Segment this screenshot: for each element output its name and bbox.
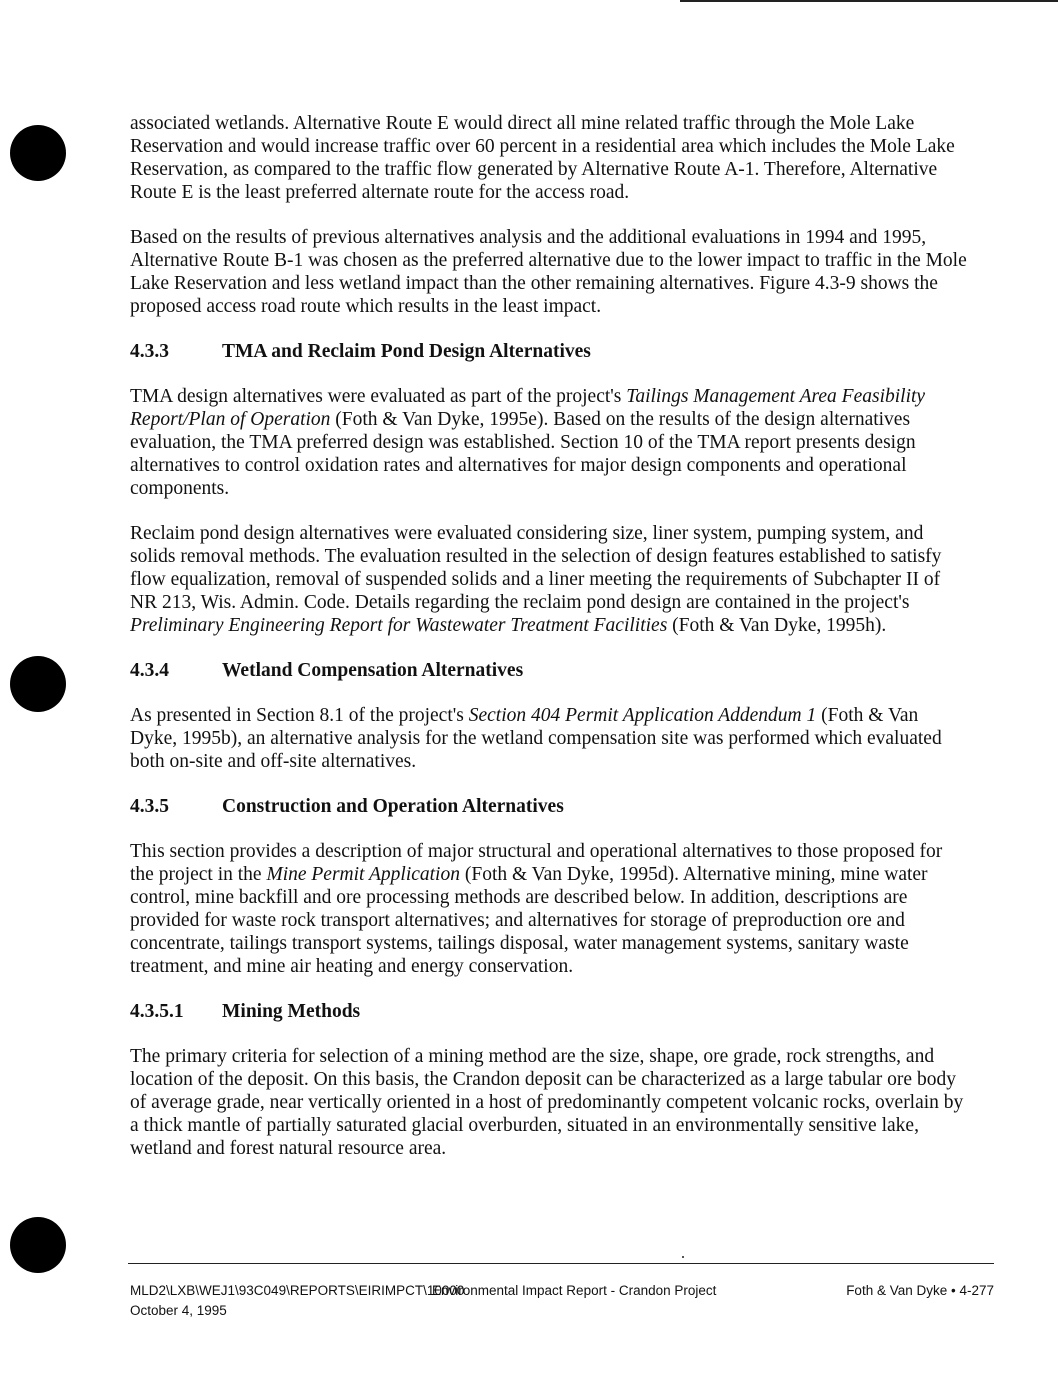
section-heading-4-3-3 [130,340,970,363]
document-title-italic: Mine Permit Application [266,864,460,885]
scan-speck [682,1256,684,1258]
section-title: TMA and Reclaim Pond Design Alternatives [222,341,591,362]
top-edge-rule [680,0,1058,2]
text-run: (Foth & Van Dyke, 1995b), an alternative analysis for the wetland compensation site was performed which evaluated both on-site and off-site alternatives. [130,705,942,772]
section-title: Mining Methods [222,1001,361,1022]
document-title-italic: Tailings Management Area Feasibility Report/Plan of Operation [130,386,926,430]
text-run: This section provides a description of major structural and operational alternatives to those proposed for the project in the [130,841,943,885]
paragraph-mining-methods: The primary criteria for selection of a mining method are the size, shape, ore grade, rock strengths, and location of the deposit. On this basis, the Crandon deposit can be characterized as a large tabular ore body of average grade, near vertically oriented in a host of predominantly competent volcanic rocks, overlain by a thick mantle of partially saturated glacial overburden, situated in an environmentally sensitive lake, wetland and forest natural resource area. [130,1046,964,1159]
section-heading-4-3-4 [130,659,970,682]
footer-report-title: Environmental Impact Report - Crandon Project [432,1283,717,1298]
paragraph-route-b1: Based on the results of previous alternatives analysis and the additional evaluations in 1994 and 1995, Alternative Route B-1 was chosen as the preferred alternative due to the lower impact to traffic in the Mole Lake Reservation and less wetland impact than the other remaining alternatives. Figure 4.3-9 shows the proposed access road route which results in the least impact. [130,227,967,317]
footer-rule [128,1263,994,1264]
text-run: (Foth & Van Dyke, 1995d). Alternative mining, mine water control, mine backfill and ore processing methods are described below. In addition, descriptions are provided for waste rock transport alternatives; and alternatives for storage of preproduction ore and concentrate, tailings transport systems, tailings disposal, water management systems, sanitary waste treatment, and mine air heating and energy conservation. [130,864,928,977]
binder-hole-middle [10,656,66,712]
text-run: TMA design alternatives were evaluated as part of the project's [130,386,627,407]
text-run: (Foth & Van Dyke, 1995e). Based on the results of the design alternatives evaluation, the TMA preferred design was established. Section 10 of the TMA report presents design alternatives to control oxidation rates and alternatives for major design components and operational components. [130,409,916,499]
footer-company-page: Foth & Van Dyke • 4-277 [846,1283,994,1298]
section-title: Wetland Compensation Alternatives [222,660,524,681]
document-title-italic: Preliminary Engineering Report for Wastewater Treatment Facilities [130,615,668,636]
text-run: As presented in Section 8.1 of the project's [130,705,469,726]
section-heading-4-3-5-1 [130,1000,970,1023]
document-body [130,112,970,1182]
section-number: 4.3.3 [130,341,169,362]
text-run: Reclaim pond design alternatives were evaluated considering size, liner system, pumping system, and solids removal methods. The evaluation resulted in the selection of design features established to satisfy flow equalization, removal of suspended solids and a liner meeting the requirements of Subchapter II of NR 213, Wis. Admin. Code. Details regarding the reclaim pond design are contained in the project's [130,523,942,613]
binder-hole-top [10,125,66,181]
document-title-italic: Section 404 Permit Application Addendum 1 [468,705,817,726]
paragraph-wetland-compensation [130,704,970,773]
paragraph-route-e: associated wetlands. Alternative Route E would direct all mine related traffic through the Mole Lake Reservation and would increase traffic over 60 percent in a residential area which includes the Mole Lake Reservation, as compared to the traffic flow generated by Alternative Route A-1. Therefore, Alternative Route E is the least preferred alternate route for the access road. [130,113,955,203]
section-heading-4-3-5 [130,795,970,818]
section-number: 4.3.5 [130,796,169,817]
section-number: 4.3.5.1 [130,1001,184,1022]
paragraph-reclaim-pond [130,522,970,637]
footer-path-block [130,1281,464,1321]
paragraph-tma-design [130,385,970,500]
section-title: Construction and Operation Alternatives [222,796,564,817]
footer-file-path: MLD2\LXB\WEJ1\93C049\REPORTS\EIRIMPCT\10000 [130,1283,465,1298]
text-run: (Foth & Van Dyke, 1995h). [667,615,887,636]
footer-date: October 4, 1995 [130,1303,227,1318]
binder-hole-bottom [10,1217,66,1273]
paragraph-construction-operation [130,840,970,978]
section-number: 4.3.4 [130,660,169,681]
